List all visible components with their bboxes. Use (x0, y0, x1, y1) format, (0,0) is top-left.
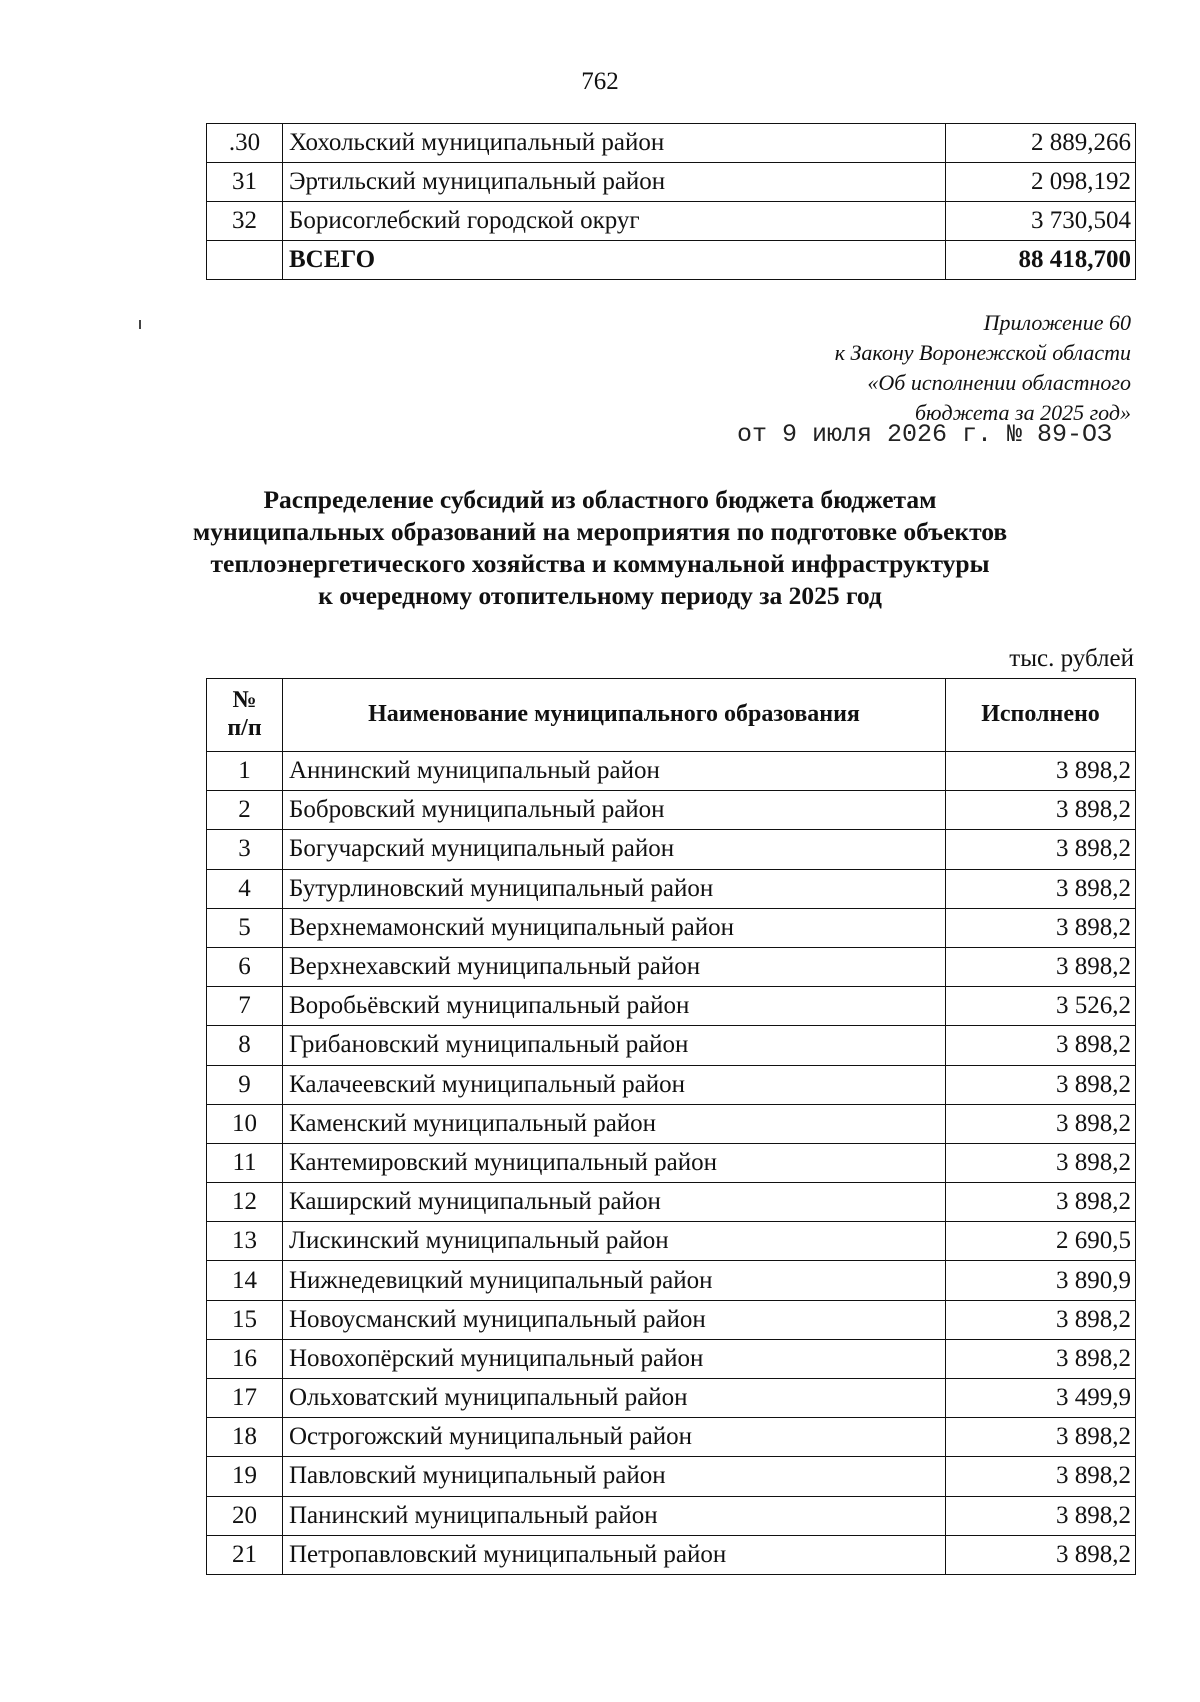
row-number: 15 (207, 1300, 283, 1339)
table-row (207, 1535, 1136, 1574)
appendix-line: к Закону Воронежской области (834, 340, 1131, 365)
title-line: Распределение субсидий из областного бюджета бюджетам (263, 485, 937, 514)
document-title (150, 484, 1050, 612)
municipality-name: Новоусманский муниципальный район (283, 1300, 946, 1339)
municipality-name: Острогожский муниципальный район (283, 1418, 946, 1457)
municipality-name: Богучарский муниципальный район (283, 830, 946, 869)
municipality-name: Аннинский муниципальный район (283, 752, 946, 791)
table-header-row (207, 679, 1136, 752)
row-number: 9 (207, 1065, 283, 1104)
continuation-table (206, 123, 1136, 280)
amount-value: 3 898,2 (946, 947, 1136, 986)
table-row (207, 987, 1136, 1026)
amount-value: 3 898,2 (946, 830, 1136, 869)
table-row (207, 791, 1136, 830)
amount-value: 2 098,192 (946, 163, 1136, 202)
table-body (207, 752, 1136, 1575)
appendix-line: «Об исполнении областного (867, 370, 1131, 395)
amount-value: 3 898,2 (946, 1104, 1136, 1143)
amount-value: 3 898,2 (946, 1026, 1136, 1065)
table-row (207, 830, 1136, 869)
row-number: 7 (207, 987, 283, 1026)
row-number: 20 (207, 1496, 283, 1535)
header-num (207, 679, 283, 752)
row-number: 21 (207, 1535, 283, 1574)
amount-value: 3 898,2 (946, 752, 1136, 791)
amount-value: 3 499,9 (946, 1379, 1136, 1418)
table-row (207, 1104, 1136, 1143)
row-number: 31 (207, 163, 283, 202)
row-number: 12 (207, 1183, 283, 1222)
amount-value: 3 730,504 (946, 202, 1136, 241)
municipality-name: Лискинский муниципальный район (283, 1222, 946, 1261)
table-row (207, 1379, 1136, 1418)
table-row (207, 163, 1136, 202)
table-row (207, 1418, 1136, 1457)
municipality-name: Грибановский муниципальный район (283, 1026, 946, 1065)
table-row (207, 1300, 1136, 1339)
row-number: 6 (207, 947, 283, 986)
municipality-name: Кантемировский муниципальный район (283, 1143, 946, 1182)
table-row (207, 1143, 1136, 1182)
amount-value: 3 898,2 (946, 1496, 1136, 1535)
amount-value: 3 898,2 (946, 1183, 1136, 1222)
municipality-name: Нижнедевицкий муниципальный район (283, 1261, 946, 1300)
municipality-name: Бутурлиновский муниципальный район (283, 869, 946, 908)
municipality-name: Панинский муниципальный район (283, 1496, 946, 1535)
municipality-name: Калачеевский муниципальный район (283, 1065, 946, 1104)
amount-value: 3 898,2 (946, 1457, 1136, 1496)
title-line: муниципальных образований на мероприятия по подготовке объектов (192, 517, 1008, 546)
amount-value: 3 898,2 (946, 1535, 1136, 1574)
row-number: 2 (207, 791, 283, 830)
table-row (207, 1457, 1136, 1496)
row-number: 10 (207, 1104, 283, 1143)
table-row (207, 947, 1136, 986)
row-number: 17 (207, 1379, 283, 1418)
row-number: 11 (207, 1143, 283, 1182)
page-number: 762 (581, 68, 619, 95)
table-row (207, 1496, 1136, 1535)
row-number: 5 (207, 908, 283, 947)
municipality-name: Петропавловский муниципальный район (283, 1535, 946, 1574)
table-row (207, 202, 1136, 241)
row-number: 16 (207, 1339, 283, 1378)
appendix-line: Приложение 60 (983, 310, 1131, 335)
table-row (207, 124, 1136, 163)
amount-value: 3 898,2 (946, 1300, 1136, 1339)
table-row (207, 1261, 1136, 1300)
municipality-name: Борисоглебский городской округ (283, 202, 946, 241)
municipality-name: Каширский муниципальный район (283, 1183, 946, 1222)
row-number: 14 (207, 1261, 283, 1300)
table-row (207, 869, 1136, 908)
law-date-stamp: от 9 июля 2026 г. № 89-ОЗ (736, 420, 1112, 449)
appendix-reference (835, 308, 1131, 428)
amount-value: 3 898,2 (946, 908, 1136, 947)
municipality-name: Хохольский муниципальный район (283, 124, 946, 163)
amount-value: 3 898,2 (946, 1418, 1136, 1457)
amount-value: 3 898,2 (946, 1065, 1136, 1104)
subsidy-table (206, 678, 1136, 1575)
amount-value: 2 889,266 (946, 124, 1136, 163)
municipality-name: Каменский муниципальный район (283, 1104, 946, 1143)
total-label: ВСЕГО (283, 241, 946, 280)
row-number (207, 241, 283, 280)
row-number: 13 (207, 1222, 283, 1261)
table-row (207, 1222, 1136, 1261)
row-number: 32 (207, 202, 283, 241)
amount-value: 3 898,2 (946, 869, 1136, 908)
row-number: 3 (207, 830, 283, 869)
scan-mark (139, 320, 141, 329)
title-line: теплоэнергетического хозяйства и коммунальной инфраструктуры (210, 549, 990, 578)
amount-value: 3 898,2 (946, 1339, 1136, 1378)
municipality-name: Ольховатский муниципальный район (283, 1379, 946, 1418)
header-num-text: № п/п (227, 687, 262, 741)
header-name: Наименование муниципального образования (283, 679, 946, 752)
municipality-name: Верхнемамонский муниципальный район (283, 908, 946, 947)
units-label: тыс. рублей (1009, 645, 1134, 672)
amount-value: 3 526,2 (946, 987, 1136, 1026)
row-number: 19 (207, 1457, 283, 1496)
total-row (207, 241, 1136, 280)
total-value: 88 418,700 (946, 241, 1136, 280)
municipality-name: Бобровский муниципальный район (283, 791, 946, 830)
appendix-line: бюджета за 2025 год» (914, 400, 1131, 425)
municipality-name: Воробьёвский муниципальный район (283, 987, 946, 1026)
municipality-name: Верхнехавский муниципальный район (283, 947, 946, 986)
amount-value: 3 898,2 (946, 1143, 1136, 1182)
municipality-name: Эртильский муниципальный район (283, 163, 946, 202)
table-row (207, 1026, 1136, 1065)
amount-value: 2 690,5 (946, 1222, 1136, 1261)
table-row (207, 752, 1136, 791)
table-row (207, 1065, 1136, 1104)
amount-value: 3 890,9 (946, 1261, 1136, 1300)
municipality-name: Новохопёрский муниципальный район (283, 1339, 946, 1378)
table-row (207, 1183, 1136, 1222)
row-number: .30 (207, 124, 283, 163)
table-row (207, 1339, 1136, 1378)
row-number: 4 (207, 869, 283, 908)
municipality-name: Павловский муниципальный район (283, 1457, 946, 1496)
row-number: 18 (207, 1418, 283, 1457)
table-row (207, 908, 1136, 947)
title-line: к очередному отопительному периоду за 2025 год (318, 581, 882, 610)
row-number: 8 (207, 1026, 283, 1065)
amount-value: 3 898,2 (946, 791, 1136, 830)
row-number: 1 (207, 752, 283, 791)
header-value: Исполнено (946, 679, 1136, 752)
